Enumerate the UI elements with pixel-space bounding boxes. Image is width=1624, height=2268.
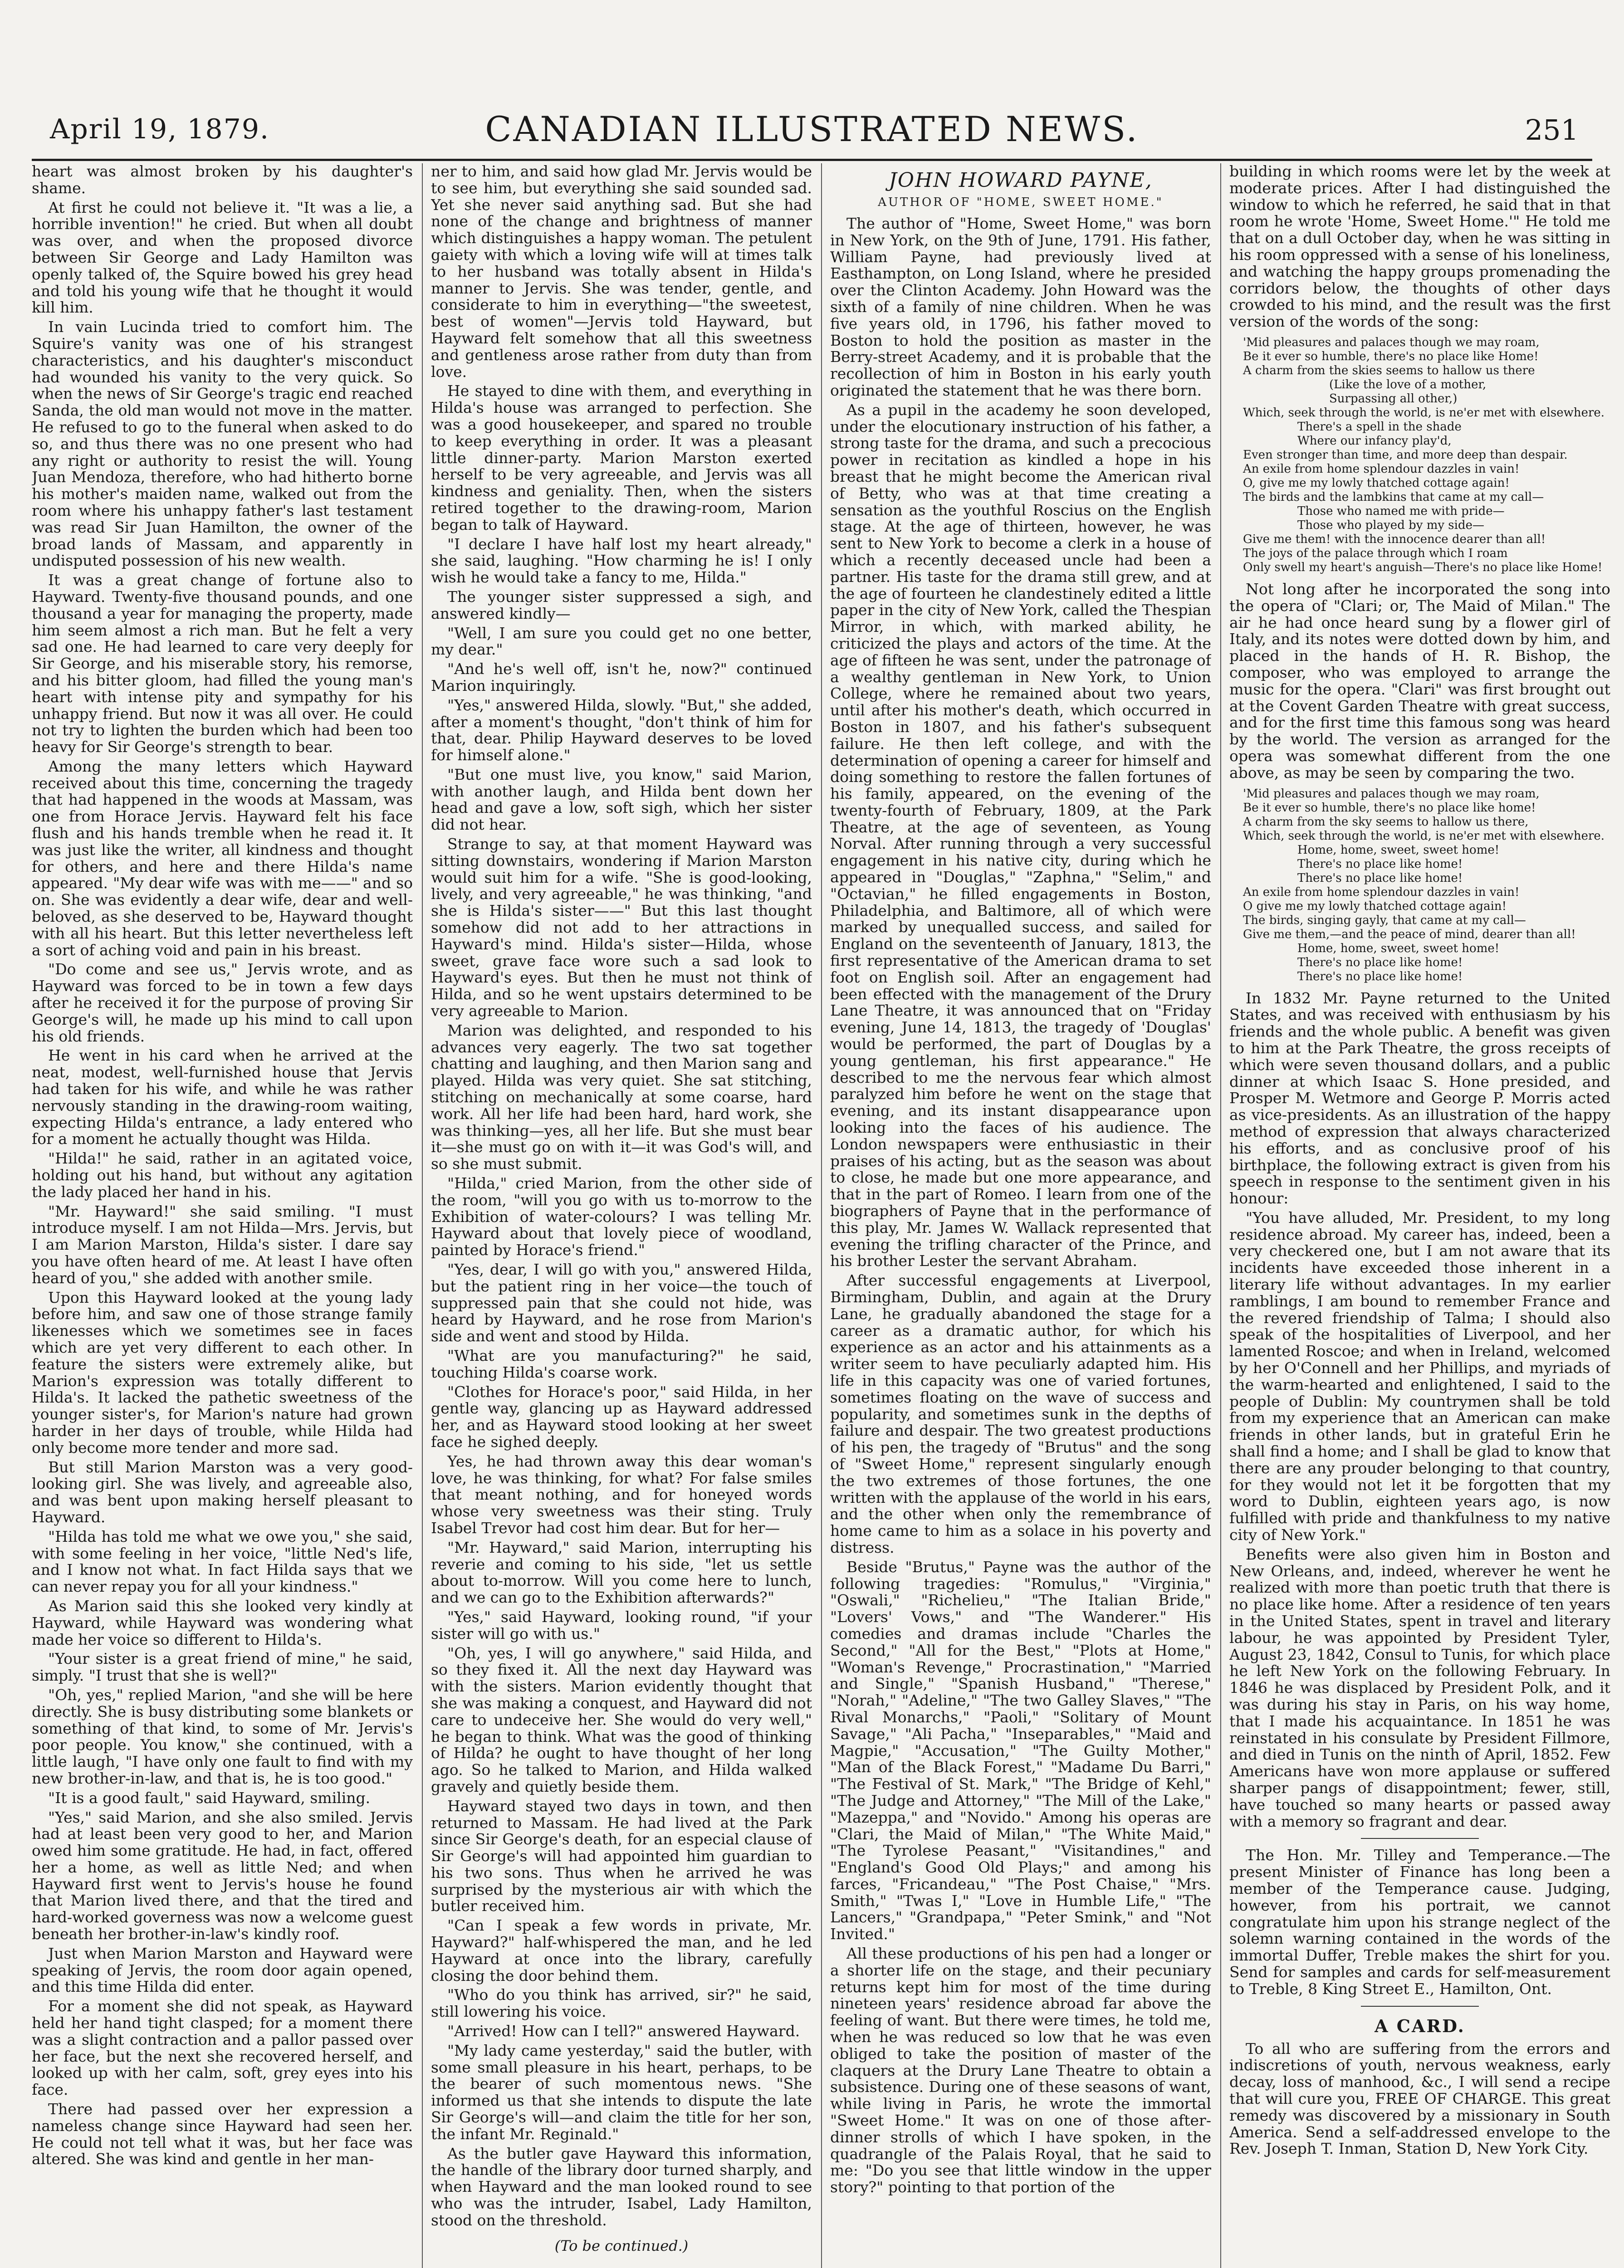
paragraph: But still Marion Marston was a very good-looking girl. She was lively, and agreeable also, and was bent upon making herself pleasant to Hayward.	[32, 1458, 413, 1526]
paragraph: As the butler gave Hayward this information, the handle of the library door turned sharply, and when Hayward and the man looked round to see who was the intruder, Isabel, Lady Hamilton, stood on the threshold.	[431, 2144, 812, 2229]
paragraph: "What are you manufacturing?" he said, touching Hilda's coarse work.	[431, 1346, 812, 1381]
paragraph: "Yes, dear, I will go with you," answered Hilda, but the patient ring in her voice—the touch of suppressed pain that she could not hide, was heard by Hayward, and he rose from Marion's side and went and stood by Hilda.	[431, 1261, 812, 1345]
paragraph: "Mr. Hayward," said Marion, interrupting his reverie and coming to his side, "let us settle about to-morrow. Will you come here to lunch, and we can go to the Exhibition afterwards?"	[431, 1538, 812, 1607]
poem-line: Which, seek through the world, is ne'er met with elsewhere.	[1243, 829, 1605, 843]
paragraph: "But one must live, you know," said Marion, with another laugh, and Hilda bent down her head and gave a low, soft sigh, which her sister did not hear.	[431, 765, 812, 834]
paragraph: Beside "Brutus," Payne was the author of the following tragedies: "Romulus," "Virginia," "Oswali," "Richelieu," "The Italian Bride," "Lovers' Vows," and "The Wanderer." His comedies and dramas include "Charles the Second," "All for the Best," "Plots at Home," "Woman's Revenge," Procrastination," "Married and Single," "Spanish Husband," "Therese," "Norah," "Adeline," "The two Galley Slaves," "The Rival Monarchs," "Paoli," "Solitary of Mount Savage," "Ali Pacha," "Inseparables," "Maid and Magpie," "Accusation," "The Guilty Mother," "Man of the Black Forest," "Madame Du Barri," "The Festival of St. Mark," "The Bridge of Kehl," "The Judge and Attorney," "The Mill of the Lake," "Mazeppa," and "Novido." Among his operas are "Clari, the Maid of Milan," "The White Maid," "The Tyrolese Peasant," "Visitandines," and "England's Good Old Plays;" and among his farces, "Fricandeau," "The Post Chaise," "Mrs. Smith," "Twas I," "Love in Humble Life," "The Lancers," "Grandpapa," "Peter Smink," and "Not Invited."	[830, 1558, 1211, 1943]
paragraph: "And he's well off, isn't he, now?" continued Marion inquiringly.	[431, 660, 812, 694]
paragraph: At first he could not believe it. "It was a lie, a horrible invention!" he cried. But when all doubt was over, and when the proposed divorce between Sir George and Lady Hamilton was openly talked of, the Squire bowed his grey head and told his young wife that he thought it would kill him.	[32, 198, 413, 317]
poem-line: 'Mid pleasures and palaces though we may roam,	[1243, 335, 1540, 349]
paragraph: "Arrived! How can I tell?" answered Hayward.	[447, 2022, 800, 2040]
poem-line: Be it ever so humble, there's no place like home!	[1243, 801, 1536, 815]
poem-line: Home, home, sweet, sweet home!	[1297, 843, 1500, 857]
poem-line: Surpassing all other,)	[1329, 391, 1458, 406]
poem-line: The birds, singing gayly, that came at my call—	[1243, 913, 1526, 927]
paragraph: For a moment she did not speak, as Hayward held her hand tight clasped; for a moment there was a slight contraction and a pallor passed over her face, but the next she recovered herself, and looked up with her calm, soft, grey eyes into his face.	[32, 1997, 413, 2099]
paragraph: As a pupil in the academy he soon developed, under the elocutionary instruction of his father, a strong taste for the drama, and such a precocious power in recitation as kindled a hope in his breast that he might become the American rival of Betty, who was at that time creating a sensation as the youthful Roscius on the English stage. At the age of thirteen, however, he was sent to New York to become a clerk in a house of which a recently deceased uncle had been a partner. His taste for the drama still grew, and at the age of fourteen he clandestinely edited a little paper in the city of New York, called the Thespian Mirror, in which, with marked ability, he criticized the plays and actors of the time. At the age of fifteen he was sent, under the patronage of a wealthy gentleman in New York, to Union College, where he remained about two years, until after his mother's death, which occurred in Boston in 1807, and his father's subsequent failure. He then left college, and with the determination of opening a career for himself and doing something to restore the fallen fortunes of his family, appeared, on the evening of the twenty-fourth of February, 1809, at the Park Theatre, at the age of seventeen, as Young Norval. After running through a very successful engagement in his native city, during which he appeared in "Douglas," "Zaphna," "Selim," and "Octavian," he filled engagements in Boston, Philadelphia, and Baltimore, all of which were marked by unequalled success, and sailed for England on the seventeenth of January, 1813, the first representative of the American drama to set foot on English soil. After an engagement had been effected with the management of the Drury Lane Theatre, it was announced that on "Friday evening, June 14, 1813, the tragedy of 'Douglas' would be performed, the part of Douglas by a young gentleman, his first appearance." He described to me the nervous fear which almost paralyzed him before he went on the stage that evening, and its instant disappearance upon looking into the faces of his audience. The London newspapers were enthusiastic in their praises of his acting, but as the season was about to close, he made but one more appearance, and that in the part of Romeo. I learn from one of the biographers of Payne that in the performance of this play, Mr. James W. Wallack represented that evening the trifling character of the Prince, and his brother Lester the servant Abraham.	[830, 401, 1211, 1270]
paragraph: "Oh, yes, I will go anywhere," said Hilda, and so they fixed it. All the next day Hayward was with the sisters. Marion evidently thought that she was making a conquest, and Hayward did not care to undeceive her. She would do very well," he began to think. What was the good of thinking of Hilda? he ought to have thought of her long ago. So he talked to Marion, and Hilda walked gravely and quietly beside them.	[431, 1644, 812, 1795]
paragraph: Marion was delighted, and responded to his advances very eagerly. The two sat together chatting and laughing, and then Marion sang and played. Hilda was very quiet. She sat stitching, stitching on mechanically at some coarse, hard work. All her life had been hard, hard work, she was thinking—yes, all her life. But she must bear it—she must go on with it—it was God's will, and so she must submit.	[431, 1021, 812, 1173]
paragraph: There had passed over her expression a nameless change since Hayward had seen her. He could not tell what it was, but her face was altered. She was kind and gentle in her man-	[32, 2100, 413, 2168]
paragraph: "Hilda!" he said, rather in an agitated voice, holding out his hand, but without any agitation the lady placed her hand in his.	[32, 1149, 413, 1201]
poem-line: The joys of the palace through which I roam	[1243, 546, 1508, 560]
paragraph: Not long after he incorporated the song into the opera of "Clari; or, The Maid of Milan." The air he had once heard sung by a flower girl of Italy, and its notes were dotted down by him, and placed in the hands of H. R. Bishop, the composer, who was employed to arrange the music for the opera. "Clari" was first brought out at the Covent Garden Theatre with great success, and for the first time this famous song was heard by the world. The version as arranged for the opera was somewhat different from the one above, as may be seen by comparing the two.	[1229, 580, 1610, 782]
paragraph: building in which rooms were let by the week at moderate prices. After I had distinguished the window to which he referred, he said that in that room he wrote 'Home, Sweet Home.'" He told me that on a dull October day, when he was sitting in his room oppressed with a sense of his loneliness, and watching the happy groups promenading the corridors below, the thoughts of other days crowded to his mind, and the result was the first version of the words of the song:	[1229, 163, 1610, 331]
poem-line: Be it ever so humble, there's no place like Home!	[1243, 349, 1539, 363]
paragraph: "Yes," said Hayward, looking round, "if your sister will go with us."	[431, 1608, 812, 1642]
poem-line: An exile from home splendour dazzles in vain!	[1243, 462, 1520, 476]
poem-line: Give me them,—and the peace of mind, dearer than all!	[1243, 927, 1576, 941]
column-2	[431, 163, 812, 2268]
poem-line: A charm from the sky seems to hallow us there,	[1243, 815, 1529, 829]
paragraph: "Well, I am sure you could get no one better, my dear."	[431, 624, 812, 659]
paragraph: It was a great change of fortune also to Hayward. Twenty-five thousand pounds, and one thousand a year for managing the property, made him seem almost a rich man. But he felt a very sad one. He had learned to care very deeply for Sir George, and his miserable story, his remorse, and his bitter gloom, had filled the young man's heart with intense pity and sympathy for his unhappy friend. But now it was all over. He could not try to lighten the burden which had been too heavy for Sir George's strength to bear.	[32, 571, 413, 756]
paragraph: Among the many letters which Hayward received about this time, concerning the tragedy that had happened in the woods at Massam, was one from Horace Jervis. Hayward felt his face flush and his hands tremble when he read it. It was just like the writer, all kindness and thought for others, and here and there Hilda's name appeared. "My dear wife was with me——" and so on. She was evidently a dear wife, dear and well-beloved, as she deserved to be, Hayward thought with all his heart. But this letter nevertheless left a sort of aching void and pain in his breast.	[32, 757, 413, 959]
paragraph: "Yes," answered Hilda, slowly. "But," she added, after a moment's thought, "don't think of him for that, dear. Philip Hayward deserves to be loved for himself alone."	[431, 696, 812, 764]
poem-line: Which, seek through the world, is ne'er met with elsewhere.	[1243, 406, 1605, 420]
poem-line: Those who played by my side—	[1297, 518, 1484, 532]
poem-line: A charm from the skies seems to hallow us there	[1243, 363, 1535, 377]
poem-line: O, give me my lowly thatched cottage again!	[1243, 476, 1510, 490]
poem-line: Only swell my heart's anguish—There's no place like Home!	[1243, 560, 1603, 574]
poem-line: Even stronger than time, and more deep than despair.	[1243, 448, 1568, 462]
column-3	[830, 163, 1211, 2268]
column-rule	[1220, 163, 1221, 2268]
column-4	[1229, 163, 1610, 2268]
paragraph: In 1832 Mr. Payne returned to the United States, and was received with enthusiasm by his friends and the whole public. A benefit was given to him at the Park Theatre, the gross receipts of which were seven thousand dollars, and a public dinner at which Isaac S. Hone presided, and Prosper M. Wetmore and George P. Morris acted as vice-presidents. As an illustration of the happy method of expression that always characterized his efforts, and as conclusive proof of his birthplace, the following extract is given from his speech in response to the sentiment given in his honour:	[1229, 989, 1610, 1207]
poem-opera-version	[1243, 787, 1610, 984]
poem-line: There's no place like home!	[1297, 871, 1463, 885]
paragraph: Upon this Hayward looked at the young lady before him, and saw one of those strange family likenesses which we sometimes see in faces which are yet very different to each other. In feature the sisters were extremely alike, but Marion's expression was totally different to Hilda's. It lacked the pathetic sweetness of the younger sister's, for Marion's nature had grown harder in her days of trouble, while Hilda had only become more tender and more sad.	[32, 1288, 413, 1457]
paragraph: "Oh, yes," replied Marion, "and she will be here directly. She is busy distributing some blankets or something of that kind, to some of Mr. Jervis's poor people. You know," she continued, with a little laugh, "I have only one fault to find with my new brother-in-law, and that is, he is too good."	[32, 1686, 413, 1787]
poem-line: An exile from home splendour dazzles in vain!	[1243, 885, 1520, 899]
poem-line: 'Mid pleasures and palaces though we may roam,	[1243, 787, 1540, 801]
poem-line: There's no place like home!	[1297, 969, 1463, 983]
paragraph: Yes, he had thrown away this dear woman's love, he was thinking, for what? For false smiles that meant nothing, and for honeyed words whose very sweetness was their sting. Truly Isabel Trevor had cost him dear. But for her—	[431, 1452, 812, 1537]
column-rule	[422, 163, 423, 2268]
page-header	[32, 104, 1592, 161]
paragraph: "Your sister is a great friend of mine," he said, simply. "I trust that she is well?"	[32, 1650, 413, 1685]
poem-first-version	[1243, 336, 1610, 575]
paragraph: "I declare I have half lost my heart already," she said, laughing. "How charming he is! I only wish he would take a fancy to me, Hilda."	[431, 535, 812, 587]
paragraph: All these productions of his pen had a longer or a shorter life on the stage, and their pecuniary returns kept him for most of the time during nineteen years' residence abroad far above the feeling of want. But there were times, he told me, when he was reduced so low that he was even obliged to take the position of master of the claquers at the Drury Lane Theatre to obtain a subsistence. During one of these seasons of want, while living in Paris, he wrote the immortal "Sweet Home." It was on one of those after-dinner strolls of which I have spoken, in the quadrangle of the Palais Royal, that he said to me: "Do you see that little window in the upper story?" pointing to that portion of the	[830, 1945, 1211, 2196]
paragraph: ner to him, and said how glad Mr. Jervis would be to see him, but everything she said sounded sad. Yet she never said anything sad. But she had none of the change and brightness of manner which distinguishes a happy woman. The petulent gaiety with which a loving wife will at times talk to her husband was totally absent in Hilda's manner to Jervis. She was tender, gentle, and considerate to him in everything—"the sweetest, best of women"—Jervis told Hayward, but Hayward felt somehow that all this sweetness and gentleness arose rather from duty than from love.	[431, 163, 812, 381]
paragraph: "Can I speak a few words in private, Mr. Hayward?" half-whispered the man, and he led Hayward at once into the library, carefully closing the door behind them.	[431, 1916, 812, 1984]
paragraph: As Marion said this she looked very kindly at Hayward, while Hayward was wondering what made her voice so different to Hilda's.	[32, 1597, 413, 1648]
paragraph: "Do come and see us," Jervis wrote, and as Hayward was forced to be in town a few days after he received it for the purpose of proving Sir George's will, he made up his mind to call upon his old friends.	[32, 960, 413, 1045]
paragraph: After successful engagements at Liverpool, Birmingham, Dublin, and again at the Drury Lane, he gradually abandoned the stage for a career as a dramatic author, for which his experience as an actor and his attainments as a writer seem to have peculiarly adapted him. His life in this capacity was one of varied fortunes, sometimes floating on the wave of success and popularity, and sometimes sunk in the depths of failure and despair. The two greatest productions of his pen, the tragedy of "Brutus" and the song of "Sweet Home," represent singularly enough the two extremes of those fortunes, the one written with the applause of the world in his ears, and the other when only the remembrance of home came to him as a solace in his poverty and distress.	[830, 1271, 1211, 1556]
masthead-title: CANADIAN ILLUSTRATED NEWS.	[485, 109, 1139, 149]
poem-line: Home, home, sweet, sweet home!	[1297, 941, 1500, 955]
paragraph: "Hilda," cried Marion, from the other side of the room, "will you go with us to-morrow to the Exhibition of water-colours? I was telling Mr. Hayward about that lovely piece of woodland, painted by Horace's friend."	[431, 1174, 812, 1259]
paragraph: "Who do you think has arrived, sir?" he said, still lowering his voice.	[431, 1986, 812, 2021]
paragraph: Strange to say, at that moment Hayward was sitting downstairs, wondering if Marion Marston would suit him for a wife. "She is good-looking, lively, and very agreeable," he was thinking, "and she is Hilda's sister——" But this last thought somehow did not add to her attractions in Hayward's mind. Hilda's sister—Hilda, whose sweet, grave face wore such a sad look to Hayward's eyes. But then he must not think of Hilda, and so he went upstairs determined to be very agreeable to Marion.	[431, 835, 812, 1020]
card-paragraph: To all who are suffering from the errors and indiscretions of youth, nervous weakness, early decay, loss of manhood, &c., I will send a recipe that will cure you, FREE OF CHARGE. This great remedy was discovered by a missionary in South America. Send a self-addressed envelope to the Rev. Joseph T. Inman, Station D, New York City.	[1229, 2039, 1610, 2158]
paragraph: "Yes," said Marion, and she also smiled. Jervis had at least been very good to her, and Marion owed him some gratitude. He had, in fact, offered her a home, as well as little Ned; and when Hayward first went to Jervis's house he found that Marion lived there, and that the tired and hard-worked governess was now a welcome guest beneath her brother-in-law's kindly roof.	[32, 1808, 413, 1943]
poem-line: There's no place like home!	[1297, 857, 1463, 871]
column-rule	[821, 163, 822, 2268]
paragraph: "Clothes for Horace's poor," said Hilda, in her gentle way, glancing up as Hayward addressed her, and as Hayward stood looking at her sweet face he sighed deeply.	[431, 1383, 812, 1451]
to-be-continued: (To be continued.)	[554, 2237, 689, 2254]
poem-line: Give me them! with the innocence dearer than all!	[1243, 532, 1546, 546]
paragraph: He stayed to dine with them, and everything in Hilda's house was arranged to perfection. She was a good housekeeper, and spared no trouble to keep everything in order. It was a pleasant little dinner-party. Marion Marston exerted herself to be very agreeable, and Jervis was all kindness and geniality. Then, when the sisters retired together to the drawing-room, Marion began to talk of Hayward.	[431, 382, 812, 533]
card-title: A CARD.	[1375, 2015, 1465, 2036]
paragraph: "You have alluded, Mr. President, to my long residence abroad. My career has, indeed, been a very checkered one, but I am not aware that its incidents have exceeded those inherent in a literary life without advantages. In my earlier ramblings, I am bound to remember France and the revered friendship of Talma; I should also speak of the hospitalities of Liverpool, and her lamented Roscoe; and when in Ireland, welcomed by her O'Connell and her Phillips, and myriads of the warm-hearted and enlightened, I said to the people of Dublin: My countrymen shall be told from my experience that an American can make friends in other lands, but in grateful Erin he shall find a home; and I shall be glad to know that there are any prouder belonging to that country, for they would not let it be forgotten that my word to Dublin, eighteen years ago, is now fulfilled with pride and thankfulness to my native city of New York."	[1229, 1208, 1610, 1544]
column-1	[32, 163, 413, 2268]
poem-line: Where our infancy play'd,	[1297, 434, 1452, 448]
issue-date: April 19, 1879.	[50, 113, 270, 145]
paragraph: The author of "Home, Sweet Home," was born in New York, on the 9th of June, 1791. His father, William Payne, had previously lived at Easthampton, on Long Island, where he presided over the Clinton Academy. John Howard was the sixth of a family of nine children. When he was five years old, in 1796, his father moved to Boston to hold the position as master in the Berry-street Academy, and it is probable that the recollection of him in Boston in his early youth originated the statement that he was there born.	[830, 215, 1211, 399]
divider	[1361, 2006, 1479, 2007]
paragraph: "Hilda has told me what we owe you," she said, with some feeling in her voice, "little Ned's life, and I know not what. In fact Hilda says that we can never repay you for all your kindness."	[32, 1527, 413, 1596]
notice-paragraph: The Hon. Mr. Tilley and Temperance.—The present Minister of Finance has long been a member of the Temperance cause. Judging, however, from his portrait, we cannot congratulate him upon his strange neglect of the solemn warning contained in the words of the immortal Duffer, Treble makes the shirt for you. Send for samples and cards for self-measurement to Treble, 8 King Street E., Hamilton, Ont.	[1229, 1846, 1610, 1998]
poem-line: O give me my lowly thatched cottage again!	[1243, 899, 1507, 913]
poem-line: There's no place like home!	[1297, 955, 1463, 969]
article-subtitle: AUTHOR OF "HOME, SWEET HOME."	[878, 196, 1164, 209]
columns	[32, 163, 1610, 2268]
paragraph: Just when Marion Marston and Hayward were speaking of Jervis, the room door again opened, and this time Hilda did enter.	[32, 1944, 413, 1996]
paragraph: "It is a good fault," said Hayward, smiling.	[48, 1789, 371, 1807]
paragraph: Hayward stayed two days in town, and then returned to Massam. He had lived at the Park since Sir George's death, for an especial clause of Sir George's will had appointed him guardian to his two sons. Thus when he arrived he was surprised by the mysterious air with which the butler received him.	[431, 1797, 812, 1915]
paragraph: "My lady came yesterday," said the butler, with some small pleasure in his heart, perhaps, to be the bearer of such momentous news. "She informed us that she intends to dispute the late Sir George's will—and claim the title for her son, the infant Mr. Reginald."	[431, 2041, 812, 2143]
paragraph: Benefits were also given him in Boston and New Orleans, and, indeed, wherever he went he realized with more than poetic truth that there is no place like home. After a residence of ten years in the United States, spent in travel and literary labour, he was appointed by President Tyler, August 23, 1842, Consul to Tunis, for which place he left New York on the following February. In 1846 he was displaced by President Polk, and it was during his stay in Paris, on his way home, that I made his acquaintance. In 1851 he was reinstated in his consulate by President Fillmore, and died in Tunis on the ninth of April, 1852. Few Americans have won more applause or suffered sharper pangs of disappointment; fewer, still, have touched so many hearts or passed away with a memory so fragrant and dear.	[1229, 1545, 1610, 1830]
paragraph: In vain Lucinda tried to comfort him. The Squire's vanity was one of his strangest characteristics, and his daughter's misconduct had wounded his vanity to the very quick. So when the news of Sir George's tragic end reached Sanda, the old man would not move in the matter. He refused to go to the funeral when asked to do so, and thus there was no one present who had any right or authority to resist the will. Young Juan Mendoza, therefore, who had hitherto borne his mother's maiden name, walked out from the room where his unhappy father's last testament was read Sir Juan Hamilton, the owner of the broad lands of Massam, and apparently in undisputed possession of his new wealth.	[32, 318, 413, 570]
article-title: JOHN HOWARD PAYNE,	[889, 169, 1153, 192]
page-number: 251	[1525, 113, 1579, 147]
paragraph: The younger sister suppressed a sigh, and answered kindly—	[431, 587, 812, 622]
divider	[1361, 1838, 1479, 1839]
paragraph: heart was almost broken by his daughter's shame.	[32, 163, 413, 197]
poem-line: Those who named me with pride—	[1297, 504, 1505, 518]
poem-line: There's a spell in the shade	[1297, 420, 1462, 434]
poem-line: (Like the love of a mother,	[1329, 377, 1487, 391]
paragraph: He went in his card when he arrived at the neat, modest, well-furnished house that Jervis had taken for his wife, and while he was rather nervously standing in the drawing-room waiting, expecting Hilda's entrance, a lady entered who for a moment he actually thought was Hilda.	[32, 1046, 413, 1148]
poem-line: The birds and the lambkins that came at my call—	[1243, 490, 1544, 504]
paragraph: "Mr. Hayward!" she said smiling. "I must introduce myself. I am not Hilda—Mrs. Jervis, but I am Marion Marston, Hilda's sister. I dare say you have often heard of me. At least I have often heard of you," she added with another smile.	[32, 1202, 413, 1287]
